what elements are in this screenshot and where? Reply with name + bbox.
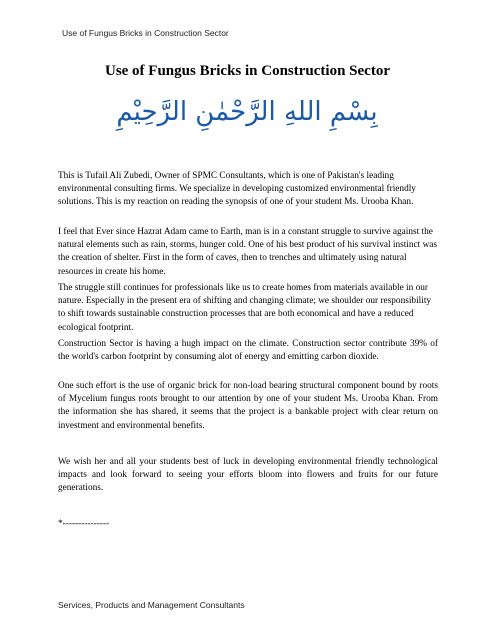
paragraph-intro: This is Tufail Ali Zubedi, Owner of SPMC Consultants, which is one of Pakistan's leading environmental consulting firms. We specialize in developing customized environmental friendly solutions. This is my reaction on reading the synopsis of one of your student Ms. Urooba Khan. <box>58 171 416 208</box>
paragraph-struggle: The struggle still continues for professionals like us to create homes from materials available in our nature. Especially in the present era of shifting and changing climate; we shoulder our responsibility to shift towards sustainable construction processes that are both economical and have a reduced ecological footprint. <box>58 283 432 333</box>
paragraph-history: I feel that Ever since Hazrat Adam came to Earth, man is in a constant struggle to survive against the natural elements such as rain, storms, hunger cold. One of his best product of his survival instinct was the creation of shelter. First in the form of caves, then to trenches and ultimately using natural resources in create his home. <box>58 227 438 277</box>
document-title: Use of Fungus Bricks in Construction Sector <box>104 63 390 79</box>
bismillah-calligraphy <box>96 86 399 136</box>
paragraph-construction-impact: Construction Sector is having a hugh impact on the climate. Construction sector contribute 39% of the world's carbon footprint by consuming alot of energy and emitting carbon dioxide. <box>58 339 438 363</box>
bismillah-text: بِسْمِ اللهِ الرَّحْمٰنِ الرَّحِيْمِ <box>116 97 378 127</box>
running-header: Use of Fungus Bricks in Construction Sector <box>62 28 229 38</box>
footer: Services, Products and Management Consultants <box>58 600 245 610</box>
paragraph-closing: We wish her and all your students best of luck in developing environmental friendly technological impacts and look forward to seeing your efforts bloom into flowers and fruits for our future generations. <box>58 457 438 494</box>
paragraph-fungus-brick: One such effort is the use of organic brick for non-load bearing structural component bound by roots of Mycelium fungus roots brought to our attention by one of your student Ms. Urooba Khan. From the information she has shared, it seems that the project is a bankable project with clear return on investment and environmental benefits. <box>58 381 438 431</box>
signature-line: *--------------- <box>58 519 110 529</box>
